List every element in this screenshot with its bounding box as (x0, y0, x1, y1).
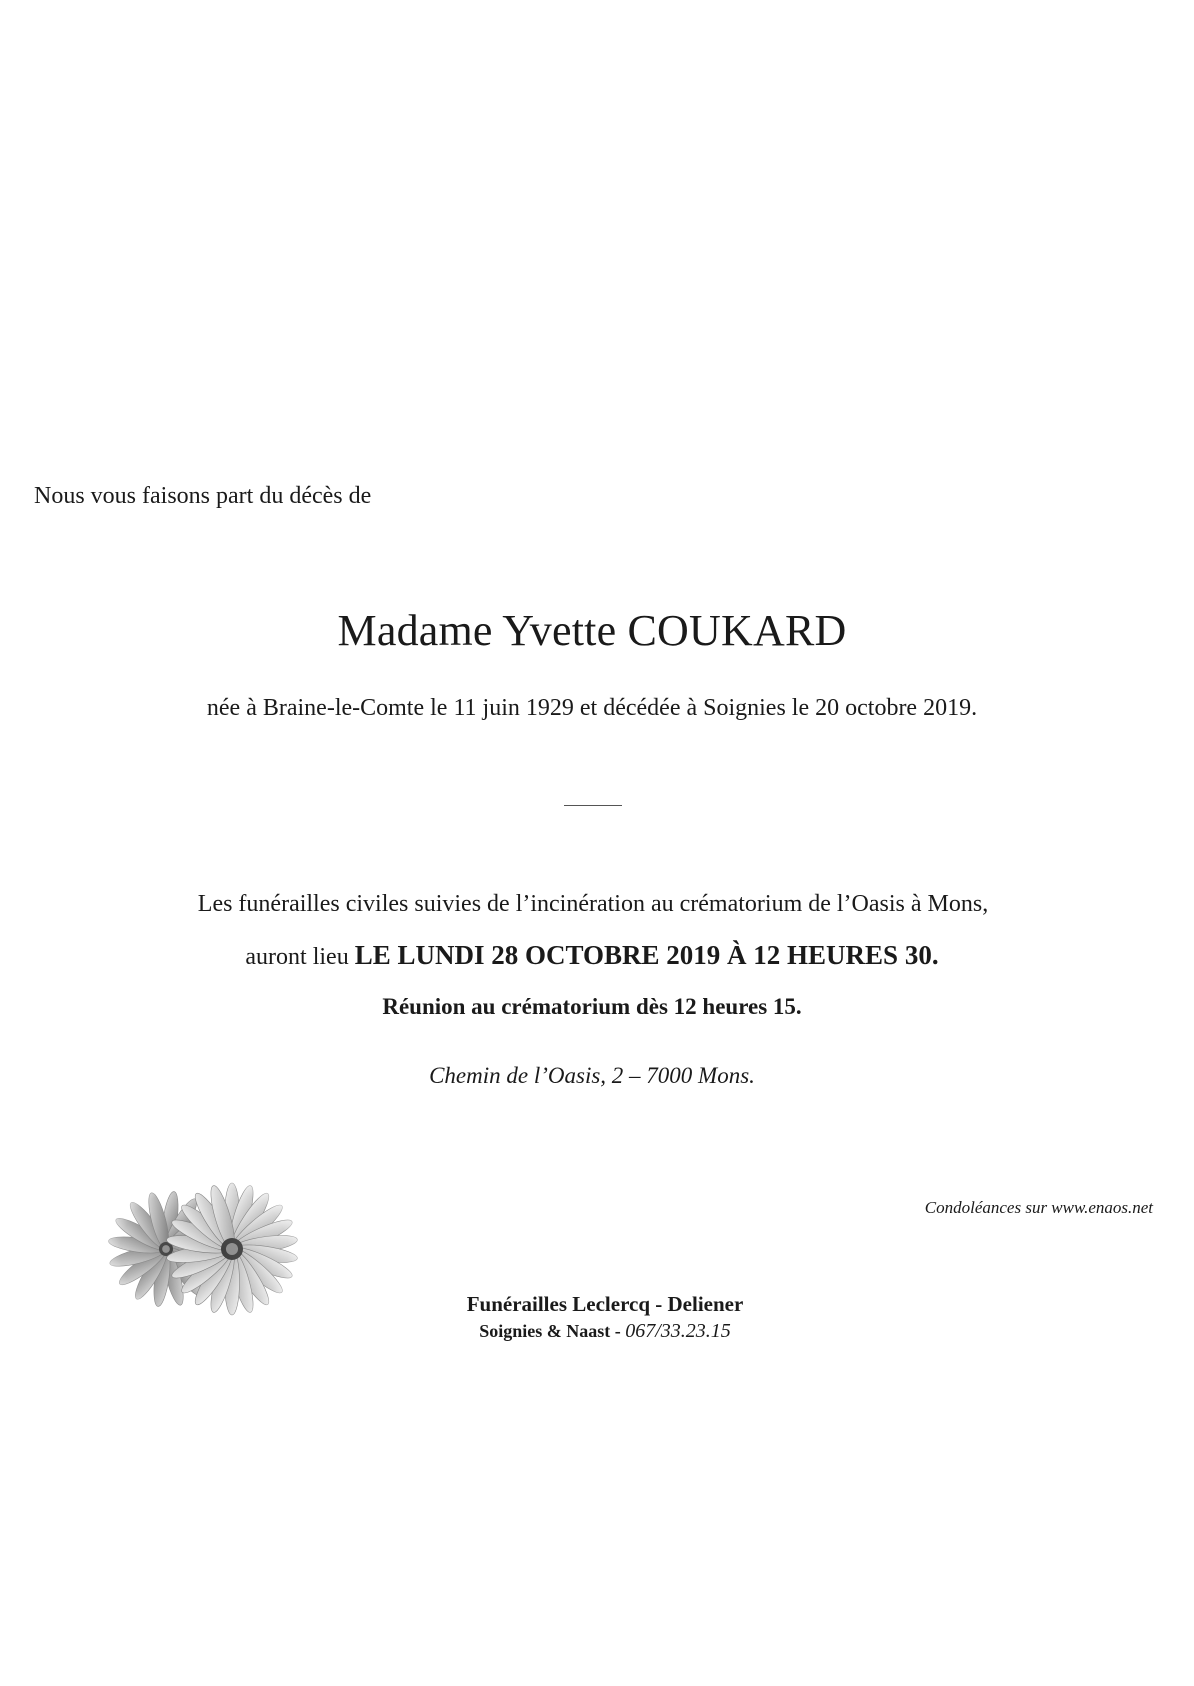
deceased-name: Madame Yvette COUKARD (337, 606, 847, 655)
funeral-home-phone: 067/33.23.15 (625, 1320, 731, 1342)
funeral-home-locations: Soignies & Naast - (479, 1321, 621, 1341)
funeral-home-name: Funérailles Leclercq - Deliener (466, 1292, 744, 1316)
condolences-link-text: Condoléances sur www.enaos.net (924, 1198, 1153, 1217)
intro-text: Nous vous faisons part du décès de (34, 483, 372, 509)
funeral-home-contact (0, 1320, 1194, 1343)
separator-line (564, 805, 622, 806)
ceremony-date-line (0, 940, 1194, 971)
ceremony-date-prefix: auront lieu (245, 944, 349, 970)
birth-death-dates: née à Braine-le-Comte le 11 juin 1929 et décédée à Soignies le 20 octobre 2019. (206, 695, 978, 721)
crematorium-address: Chemin de l’Oasis, 2 – 7000 Mons. (429, 1063, 755, 1088)
ceremony-date: LE LUNDI 28 OCTOBRE 2019 À 12 HEURES 30. (354, 940, 939, 970)
ceremony-description: Les funérailles civiles suivies de l’incinération au crématorium de l’Oasis à Mons, (197, 891, 989, 917)
reunion-time: Réunion au crématorium dès 12 heures 15. (382, 994, 802, 1019)
